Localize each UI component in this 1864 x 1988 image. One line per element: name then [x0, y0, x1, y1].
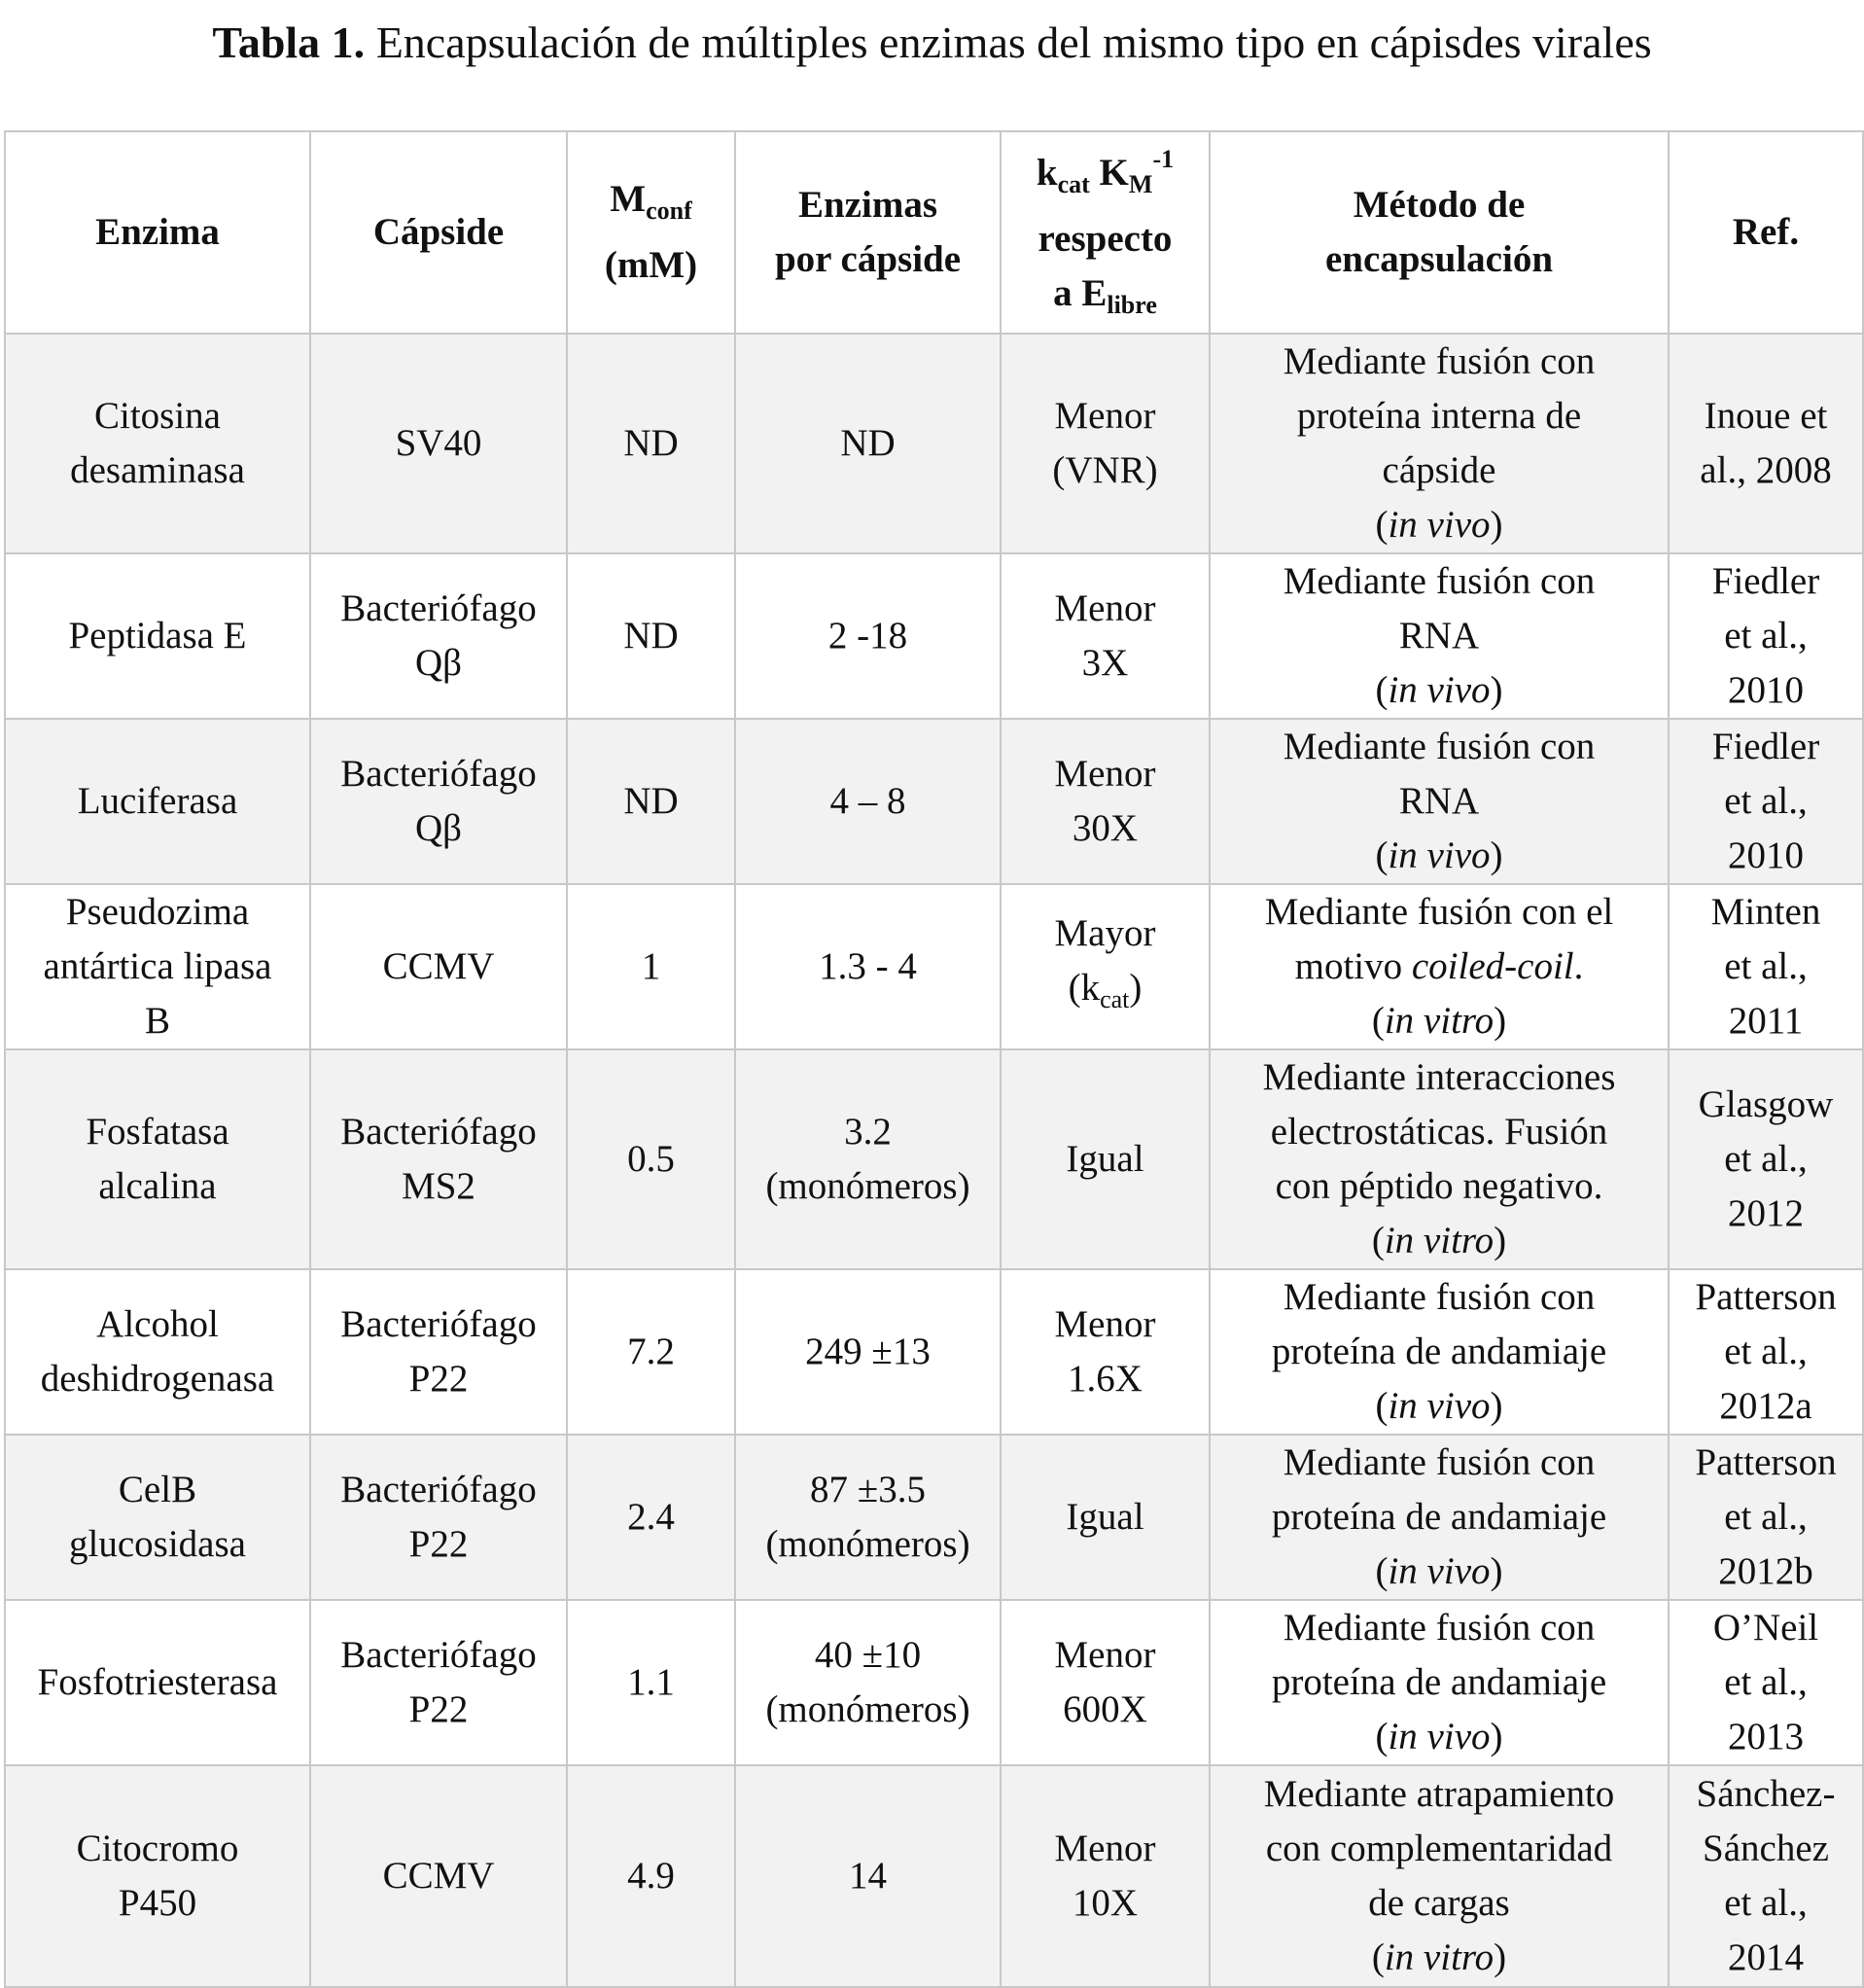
cell-ref: Fiedler et al., 2010 — [1669, 553, 1863, 719]
caption-label: Tabla 1. — [212, 18, 366, 67]
cell-capside: Bacteriófago Qβ — [310, 553, 567, 719]
header-row — [5, 131, 1863, 334]
cell-metodo: Mediante fusión con proteína interna de cápside (in vivo) — [1210, 334, 1669, 553]
table-row — [5, 334, 1863, 553]
cell-kcat: Menor (VNR) — [1001, 334, 1210, 553]
cell-ref: O’Neil et al., 2013 — [1669, 1600, 1863, 1765]
cell-enzimas: ND — [735, 334, 1001, 553]
cell-ref: Sánchez- Sánchez et al., 2014 — [1669, 1765, 1863, 1987]
cell-metodo: Mediante fusión con proteína de andamiaje (in vivo) — [1210, 1600, 1669, 1765]
cell-enzima: Fosfatasa alcalina — [5, 1049, 310, 1269]
cell-ref: Patterson et al., 2012a — [1669, 1269, 1863, 1435]
table-row — [5, 1765, 1863, 1987]
cell-mconf: 1.1 — [567, 1600, 735, 1765]
table-caption — [0, 14, 1864, 72]
cell-metodo: Mediante fusión con RNA (in vivo) — [1210, 553, 1669, 719]
cell-capside: CCMV — [310, 1765, 567, 1987]
cell-metodo: Mediante fusión con RNA (in vivo) — [1210, 719, 1669, 884]
cell-kcat: Menor 600X — [1001, 1600, 1210, 1765]
header-mconf: $M_{conf}$ (mM) — [567, 131, 735, 334]
cell-capside: Bacteriófago P22 — [310, 1269, 567, 1435]
table-row — [5, 884, 1863, 1049]
cell-metodo: Mediante fusión con proteína de andamiaje (in vivo) — [1210, 1269, 1669, 1435]
cell-mconf: 0.5 — [567, 1049, 735, 1269]
cell-mconf: ND — [567, 719, 735, 884]
header-ref: Ref. — [1669, 131, 1863, 334]
cell-enzimas: 87 ±3.5 (monómeros) — [735, 1435, 1001, 1600]
cell-enzima: Luciferasa — [5, 719, 310, 884]
cell-enzimas: 14 — [735, 1765, 1001, 1987]
cell-metodo: Mediante atrapamiento con complementaridad de cargas (in vitro) — [1210, 1765, 1669, 1987]
cell-enzima: Fosfotriesterasa — [5, 1600, 310, 1765]
cell-enzima: Citocromo P450 — [5, 1765, 310, 1987]
header-metodo: Método de encapsulación — [1210, 131, 1669, 334]
cell-enzimas: 4 – 8 — [735, 719, 1001, 884]
header-capside: Cápside — [310, 131, 567, 334]
cell-ref: Fiedler et al., 2010 — [1669, 719, 1863, 884]
cell-capside: Bacteriófago MS2 — [310, 1049, 567, 1269]
cell-enzimas: 2 -18 — [735, 553, 1001, 719]
cell-metodo: Mediante fusión con proteína de andamiaje (in vivo) — [1210, 1435, 1669, 1600]
caption-text: Encapsulación de múltiples enzimas del mismo tipo en cápisdes virales — [365, 18, 1652, 67]
cell-kcat: Menor 10X — [1001, 1765, 1210, 1987]
cell-kcat: Menor 3X — [1001, 553, 1210, 719]
cell-metodo: Mediante fusión con el motivo coiled-coil. (in vitro) — [1210, 884, 1669, 1049]
cell-kcat: Menor 1.6X — [1001, 1269, 1210, 1435]
cell-ref: Glasgow et al., 2012 — [1669, 1049, 1863, 1269]
cell-mconf: ND — [567, 553, 735, 719]
enzyme-table — [4, 130, 1864, 1988]
cell-enzimas: 40 ±10 (monómeros) — [735, 1600, 1001, 1765]
cell-enzima: Citosina desaminasa — [5, 334, 310, 553]
cell-capside: SV40 — [310, 334, 567, 553]
cell-ref: Patterson et al., 2012b — [1669, 1435, 1863, 1600]
cell-mconf: 2.4 — [567, 1435, 735, 1600]
cell-enzimas: 249 ±13 — [735, 1269, 1001, 1435]
cell-capside: CCMV — [310, 884, 567, 1049]
header-enzimas-por-capside: Enzimas por cápside — [735, 131, 1001, 334]
cell-enzima: CelB glucosidasa — [5, 1435, 310, 1600]
table-row — [5, 1600, 1863, 1765]
table-row — [5, 1049, 1863, 1269]
header-kcat-km: $k_{cat}$ $K_M^{-1}$ respecto a $E_{libre}$ — [1001, 131, 1210, 334]
cell-ref: Inoue et al., 2008 — [1669, 334, 1863, 553]
cell-kcat: Menor 30X — [1001, 719, 1210, 884]
cell-mconf: 4.9 — [567, 1765, 735, 1987]
table-row — [5, 553, 1863, 719]
table-row — [5, 1435, 1863, 1600]
cell-enzimas: 3.2 (monómeros) — [735, 1049, 1001, 1269]
header-enzima: Enzima — [5, 131, 310, 334]
cell-enzima: Pseudozima antártica lipasa B — [5, 884, 310, 1049]
cell-capside: Bacteriófago Qβ — [310, 719, 567, 884]
cell-kcat: Igual — [1001, 1435, 1210, 1600]
cell-enzima: Alcohol deshidrogenasa — [5, 1269, 310, 1435]
cell-mconf: 1 — [567, 884, 735, 1049]
table-row — [5, 719, 1863, 884]
cell-capside: Bacteriófago P22 — [310, 1435, 567, 1600]
cell-enzimas: 1.3 - 4 — [735, 884, 1001, 1049]
cell-enzima: Peptidasa E — [5, 553, 310, 719]
cell-mconf: ND — [567, 334, 735, 553]
cell-capside: Bacteriófago P22 — [310, 1600, 567, 1765]
cell-metodo: Mediante interacciones electrostáticas. Fusión con péptido negativo. (in vitro) — [1210, 1049, 1669, 1269]
cell-kcat: Igual — [1001, 1049, 1210, 1269]
table-row — [5, 1269, 1863, 1435]
cell-ref: Minten et al., 2011 — [1669, 884, 1863, 1049]
cell-kcat: Mayor $(k_{cat})$ — [1001, 884, 1210, 1049]
cell-mconf: 7.2 — [567, 1269, 735, 1435]
